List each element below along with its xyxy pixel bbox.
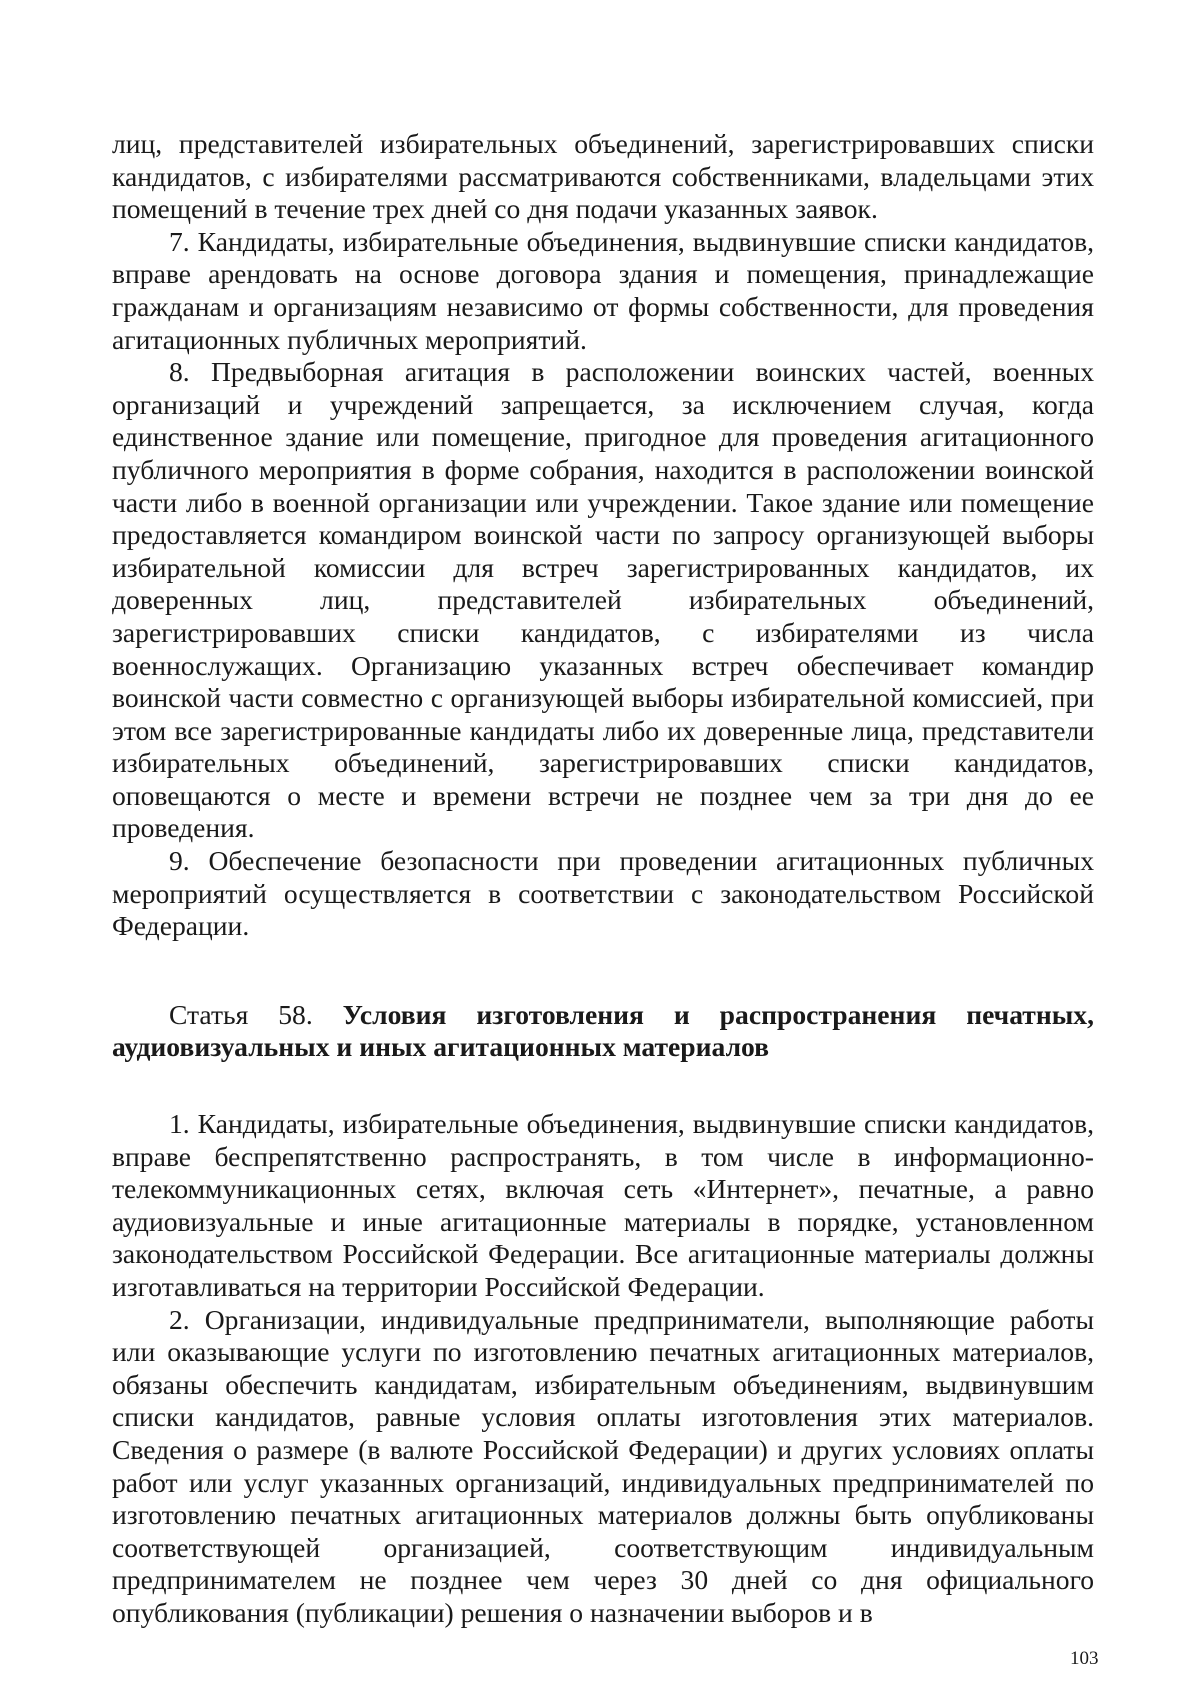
paragraph-7: 7. Кандидаты, избирательные объединения, выдвинувшие списки кандидатов, вправе арендовать на основе договора здания и помещения, принадлежащие гражданам и организациям независимо от формы собственности, для проведения агитационных публичных мероприятий. (112, 225, 1094, 355)
paragraph-58-2: 2. Организации, индивидуальные предприниматели, выполняющие работы или оказывающие услуги по изготовлению печатных агитационных материалов, обязаны обеспечить кандидатам, избирательным объединениям, выдвинувшим списки кандидатов, равные условия оплаты изготовления этих материалов. Сведения о размере (в валюте Российской Федерации) и других условиях оплаты работ или услуг указанных организаций, индивидуальных предпринимателей по изготовлению печатных агитационных материалов должны быть опубликованы соответствующей организацией, соответствующим индивидуальным предпринимателем не позднее чем через 30 дней со дня официального опубликования (публикации) решения о назначении выборов и в (112, 1303, 1094, 1628)
document-body (112, 128, 1094, 1630)
article-label: Статья 58. (169, 998, 313, 1030)
article-title: Условия изготовления и распространения печатных, аудиовизуальных и иных агитационных материалов (112, 998, 1094, 1063)
article-heading (112, 999, 1094, 1064)
paragraph-8: 8. Предвыборная агитация в расположении воинских частей, военных организаций и учреждений запрещается, за исключением случая, когда единственное здание или помещение, пригодное для проведения агитационного публичного мероприятия в форме собрания, находится в расположении воинской части либо в военной организации или учреждении. Такое здание или помещение предоставляется командиром воинской части по запросу организующей выборы избирательной комиссии для встреч зарегистрированных кандидатов, их доверенных лиц, представителей избирательных объединений, зарегистрировавших списки кандидатов, с избирателями из числа военнослужащих. Организацию указанных встреч обеспечивает командир воинской части совместно с организующей выборы избирательной комиссией, при этом все зарегистрированные кандидаты либо их доверенные лица, представители избирательных объединений, зарегистрировавших списки кандидатов, оповещаются о месте и времени встречи не позднее чем за три дня до ее проведения. (112, 356, 1094, 844)
page-number: 103 (1070, 1648, 1099, 1669)
paragraph-continuation: лиц, представителей избирательных объединений, зарегистрировавших списки кандидатов, с избирателями рассматриваются собственниками, владельцами этих помещений в течение трех дней со дня подачи указанных заявок. (112, 128, 1094, 225)
paragraph-58-1: 1. Кандидаты, избирательные объединения, выдвинувшие списки кандидатов, вправе беспрепятственно распространять, в том числе в информационно-телекоммуникационных сетях, включая сеть «Интернет», печатные, а равно аудиовизуальные и иные агитационные материалы в порядке, установленном законодательством Российской Федерации. Все агитационные материалы должны изготавливаться на территории Российской Федерации. (112, 1108, 1094, 1302)
paragraph-9: 9. Обеспечение безопасности при проведении агитационных публичных мероприятий осуществляется в соответствии с законодательством Российской Федерации. (112, 845, 1094, 942)
